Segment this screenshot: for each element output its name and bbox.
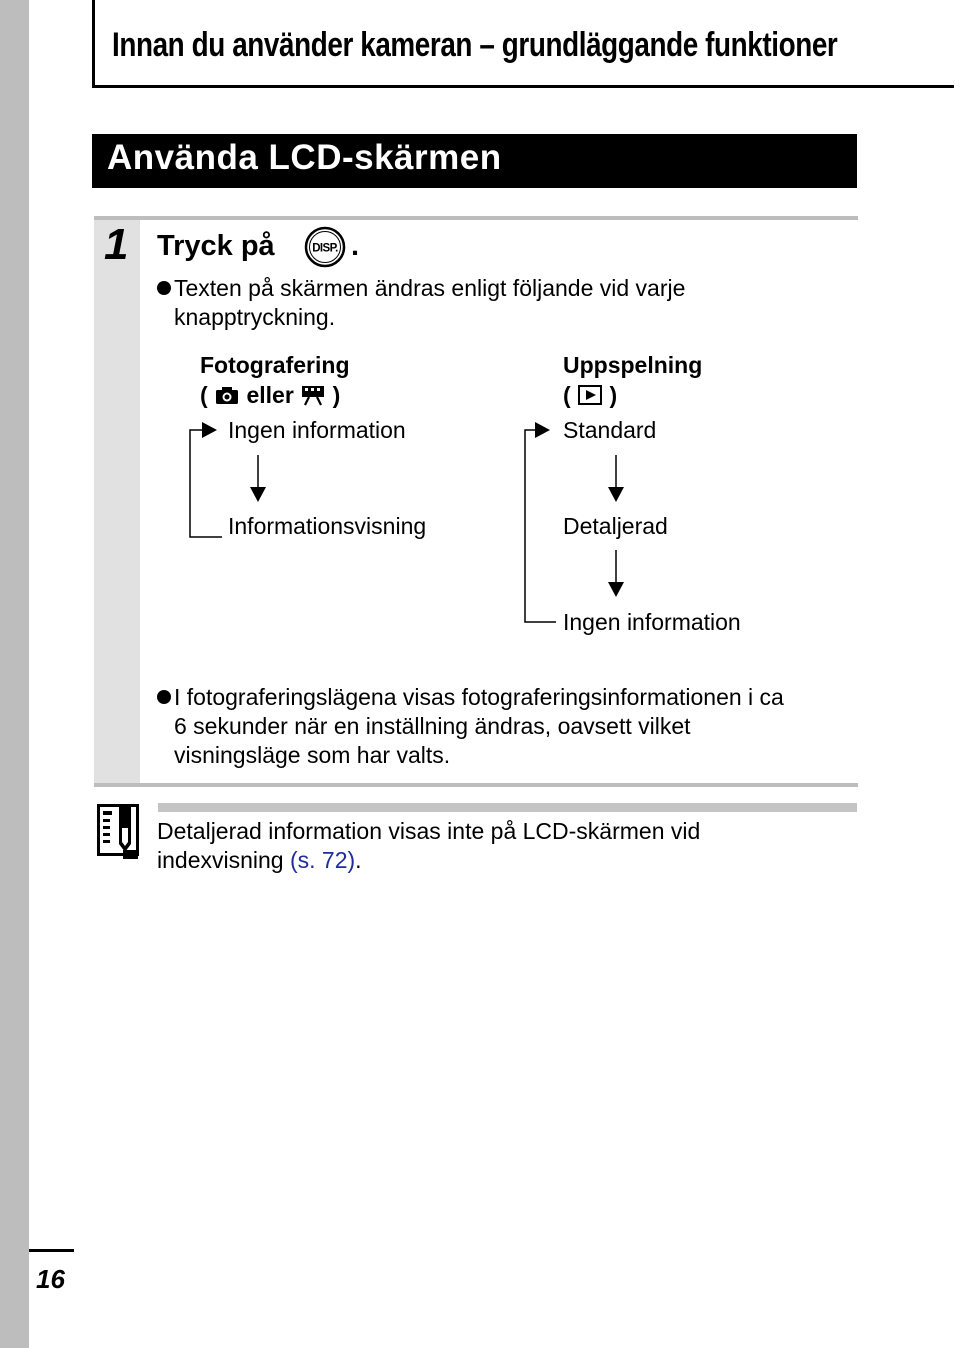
playback-mode-line: ( )	[563, 382, 618, 408]
bullet-text-continued: visningsläge som har valts.	[174, 742, 451, 768]
page-number-rule	[29, 1249, 74, 1252]
bullet-line	[157, 683, 784, 712]
step-number: 1	[104, 220, 129, 269]
step-heading-period: .	[351, 230, 360, 262]
step-number-column	[94, 216, 140, 784]
note-text-continued: indexvisning	[157, 847, 284, 873]
playback-state-standard: Standard	[563, 417, 657, 443]
bullet-text: Texten på skärmen ändras enligt följande vid varje	[174, 275, 686, 301]
step-bottom-rule	[94, 783, 858, 787]
note-text-line2	[157, 846, 362, 875]
note-rule	[158, 803, 857, 812]
shooting-cycle-arrowhead	[202, 422, 217, 438]
bullet-line	[157, 274, 685, 303]
disp-button-icon	[304, 226, 346, 268]
camera-icon	[214, 385, 240, 405]
shooting-state-no-info: Ingen information	[228, 417, 406, 443]
bullet-text-continued: 6 sekunder när en inställning ändras, oavsett vilket	[174, 713, 691, 739]
bullet-text: I fotograferingslägena visas fotograferingsinformationen i ca	[174, 684, 784, 710]
shooting-modes-line: ( eller )	[200, 382, 341, 408]
shooting-title: Fotografering	[200, 352, 350, 378]
bullet-icon	[157, 690, 171, 704]
play-icon	[577, 384, 603, 406]
note-text-period: .	[355, 847, 362, 873]
chapter-title: Innan du använder kameran – grundläggande funktioner	[112, 26, 838, 64]
playback-title: Uppspelning	[563, 352, 703, 378]
step-heading: Tryck på	[157, 230, 275, 262]
shooting-or-text: eller	[246, 382, 294, 408]
note-text: Detaljerad information visas inte på LCD-skärmen vid	[157, 818, 701, 844]
disp-button-label: DISP.	[312, 242, 338, 255]
page-sidebar-strip	[0, 0, 29, 1348]
page-number: 16	[36, 1264, 65, 1294]
step-top-rule	[94, 216, 858, 220]
shooting-down-arrowhead	[250, 487, 266, 502]
playback-cycle-line	[525, 430, 556, 622]
playback-down-arrowhead-2	[608, 582, 624, 597]
bullet-icon	[157, 281, 171, 295]
section-title: Använda LCD-skärmen	[107, 138, 502, 177]
page-reference-link[interactable]: (s. 72)	[289, 847, 356, 873]
movie-icon	[300, 384, 326, 406]
playback-state-no-info: Ingen information	[563, 609, 741, 635]
playback-down-arrowhead-1	[608, 487, 624, 502]
shooting-state-info: Informationsvisning	[228, 513, 427, 539]
shooting-cycle-line	[190, 430, 222, 537]
bullet-text-continued: knapptryckning.	[174, 304, 336, 330]
playback-state-detailed: Detaljerad	[563, 513, 668, 539]
note-memo-icon	[97, 804, 139, 860]
playback-cycle-arrowhead	[535, 422, 550, 438]
